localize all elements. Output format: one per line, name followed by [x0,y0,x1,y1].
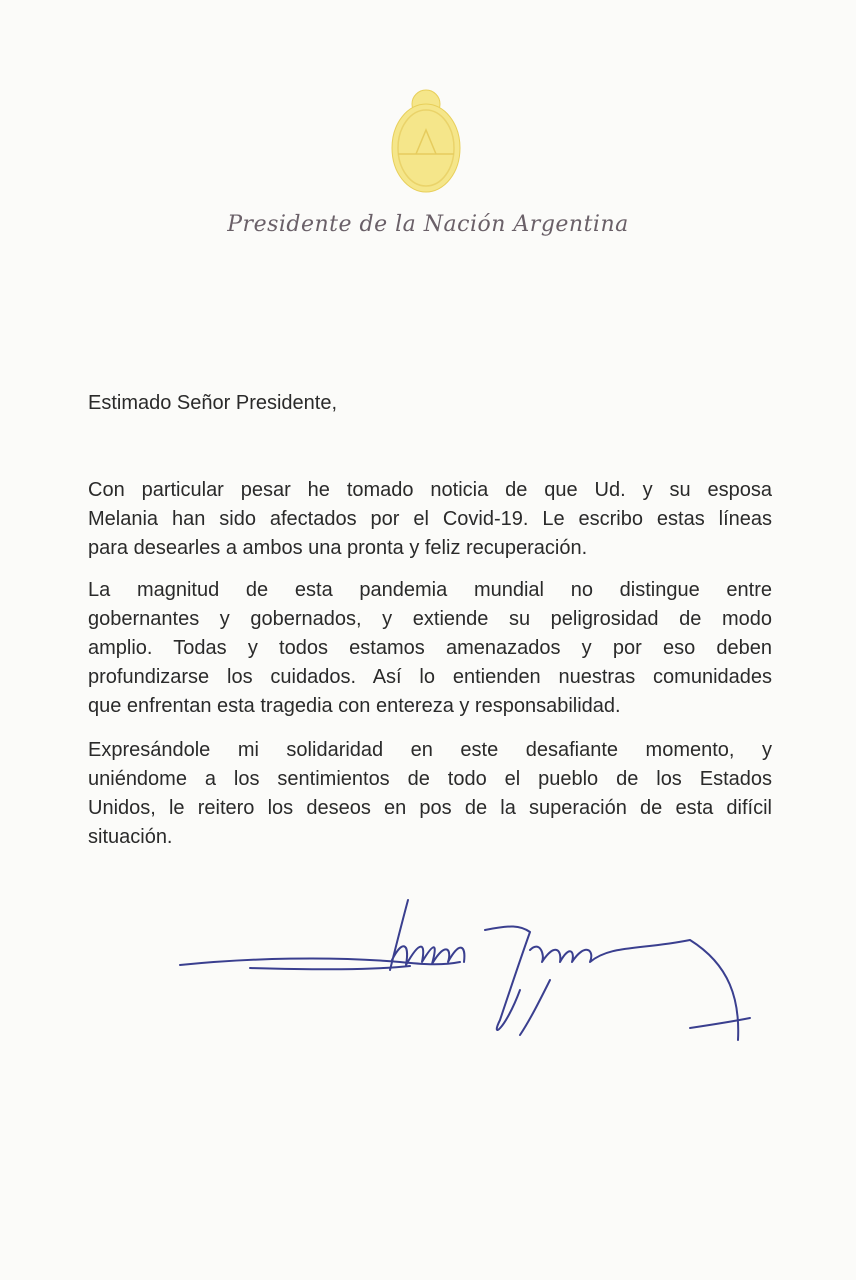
text-line: gobernantes y gobernados, y extiende su peligrosidad de modo [88,608,772,630]
paragraph-1 [88,476,772,563]
text-line: uniéndome a los sentimientos de todo el pueblo de los Estados [88,768,772,790]
coat-of-arms-seal [386,84,466,196]
text-line: Con particular pesar he tomado noticia de que Ud. y su esposa [88,479,772,501]
paragraph-3 [88,736,772,852]
text-line: Melania han sido afectados por el Covid-19. Le escribo estas líneas [88,508,772,530]
text-line: amplio. Todas y todos estamos amenazados y por eso deben [88,637,772,659]
text-line: Expresándole mi solidaridad en este desafiante momento, y [88,739,772,761]
text-line: profundizarse los cuidados. Así lo entienden nuestras comunidades [88,666,772,688]
greeting: Estimado Señor Presidente, [88,392,338,414]
handwritten-signature [170,870,770,1060]
letterhead-title: Presidente de la Nación Argentina [227,212,629,237]
text-line: situación. [88,826,173,848]
text-line: Unidos, le reitero los deseos en pos de la superación de esta difícil [88,797,772,819]
text-line: que enfrentan esta tragedia con entereza y responsabilidad. [88,695,621,717]
paragraph-2 [88,576,772,721]
text-line: para desearles a ambos una pronta y feliz recuperación. [88,537,588,559]
text-line: La magnitud de esta pandemia mundial no distingue entre [88,579,772,601]
